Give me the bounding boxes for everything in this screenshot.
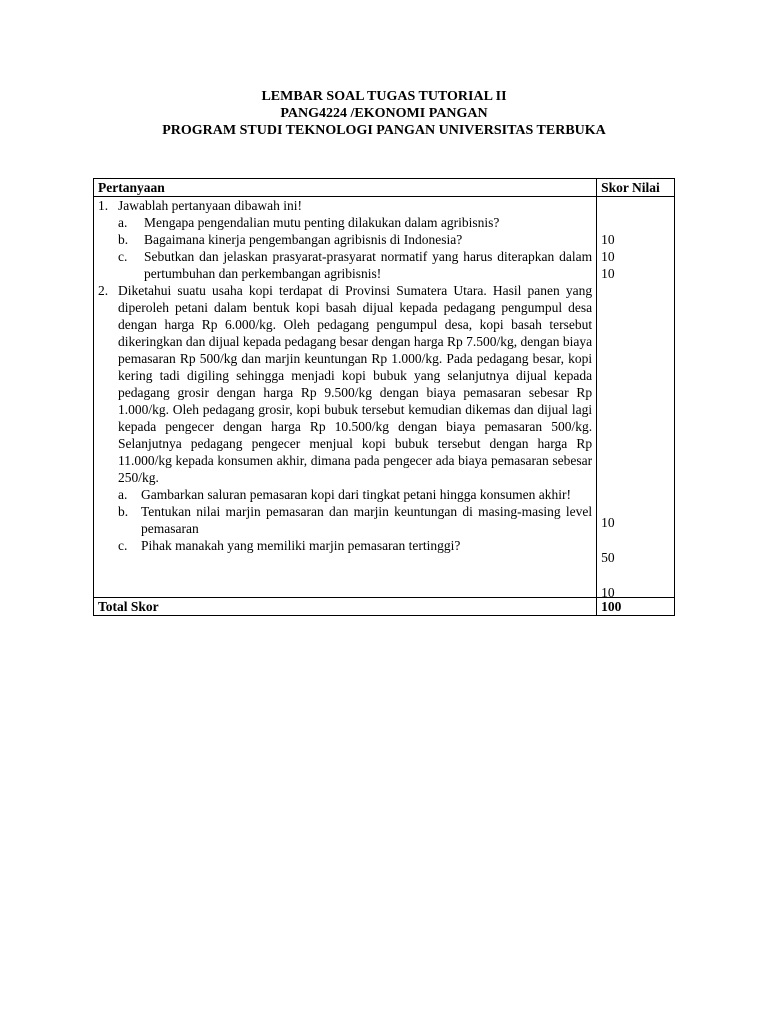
document-title: LEMBAR SOAL TUGAS TUTORIAL II: [261, 89, 507, 104]
total-row: [94, 598, 675, 616]
total-value: 100: [597, 598, 675, 616]
table-body-row: [94, 197, 675, 598]
document-header: [0, 88, 768, 139]
question-1a-label: a.: [118, 215, 128, 230]
question-2a: [118, 486, 592, 503]
score-2a: 10: [601, 515, 615, 530]
questions-cell: [94, 197, 597, 598]
score-column-header: Skor Nilai: [597, 179, 675, 197]
question-1c: [118, 248, 592, 282]
question-1b-label: b.: [118, 232, 129, 247]
total-label: Total Skor: [94, 598, 597, 616]
question-1c-text: Sebutkan dan jelaskan prasyarat-prasyarat normatif yang harus diterapkan dalam pertumbuhan dan perkembangan agribisnis!: [144, 249, 593, 281]
question-2a-text: Gambarkan saluran pemasaran kopi dari tingkat petani hingga konsumen akhir!: [141, 487, 571, 502]
question-1a: [118, 214, 592, 231]
question-1-number: 1.: [98, 198, 109, 213]
question-2-text: Diketahui suatu usaha kopi terdapat di Provinsi Sumatera Utara. Hasil panen yang diperoleh petani dalam bentuk kopi basah dijual kepada pedagang pengumpul desa dengan harga Rp 6.000/kg. Oleh pedagang pengumpul desa, kopi basah tersebut dikeringkan dan dijual kepada pedagang besar dengan harga Rp 7.500/kg, dengan biaya pemasaran Rp 500/kg dan marjin keuntungan Rp 1.000/kg. Pada pedagang besar, kopi kering tadi digiling sehingga menjadi kopi bubuk yang selanjutnya dijual kepada pedagang grosir dengan harga Rp 9.500/kg dengan biaya pemasaran sebesar Rp 1.000/kg. Oleh pedagang grosir, kopi bubuk tersebut kemudian dikemas dan dijual lagi kepada pengecer dengan harga Rp 10.500/kg dengan biaya pemasaran 500/kg. Selanjutnya pedagang pengecer menjual kopi bubuk tersebut dengan harga Rp 11.000/kg kepada konsumen akhir, dimana pada pengecer ada biaya pemasaran sebesar 250/kg.: [118, 283, 593, 485]
question-column-header: Pertanyaan: [94, 179, 597, 197]
question-2c-text: Pihak manakah yang memiliki marjin pemasaran tertinggi?: [141, 538, 461, 553]
score-2b: 50: [601, 550, 615, 565]
question-1b-text: Bagaimana kinerja pengembangan agribisnis di Indonesia?: [144, 232, 463, 247]
table-header-row: [94, 179, 675, 197]
score-1b: 10: [601, 249, 615, 264]
course-code: PANG4224 /EKONOMI PANGAN: [280, 106, 488, 121]
question-2-number: 2.: [98, 283, 109, 298]
question-2b-label: b.: [118, 504, 129, 519]
question-2: [98, 282, 592, 486]
question-2a-label: a.: [118, 487, 128, 502]
question-2b: [118, 503, 592, 537]
score-1c: 10: [601, 266, 615, 281]
question-2c-label: c.: [118, 538, 128, 553]
program-name: PROGRAM STUDI TEKNOLOGI PANGAN UNIVERSITAS TERBUKA: [162, 123, 606, 138]
question-2c: [118, 537, 592, 554]
score-2c: 10: [601, 585, 615, 600]
question-1a-text: Mengapa pengendalian mutu penting dilakukan dalam agribisnis?: [144, 215, 500, 230]
question-table: [93, 178, 675, 616]
question-1-text: Jawablah pertanyaan dibawah ini!: [118, 198, 303, 213]
scores-cell: [597, 197, 675, 598]
score-1a: 10: [601, 232, 615, 247]
question-2b-text: Tentukan nilai marjin pemasaran dan marjin keuntungan di masing-masing level pemasaran: [141, 504, 593, 536]
question-1b: [118, 231, 592, 248]
question-1: [98, 197, 592, 214]
scores-column: [601, 197, 670, 600]
question-1c-label: c.: [118, 249, 128, 264]
